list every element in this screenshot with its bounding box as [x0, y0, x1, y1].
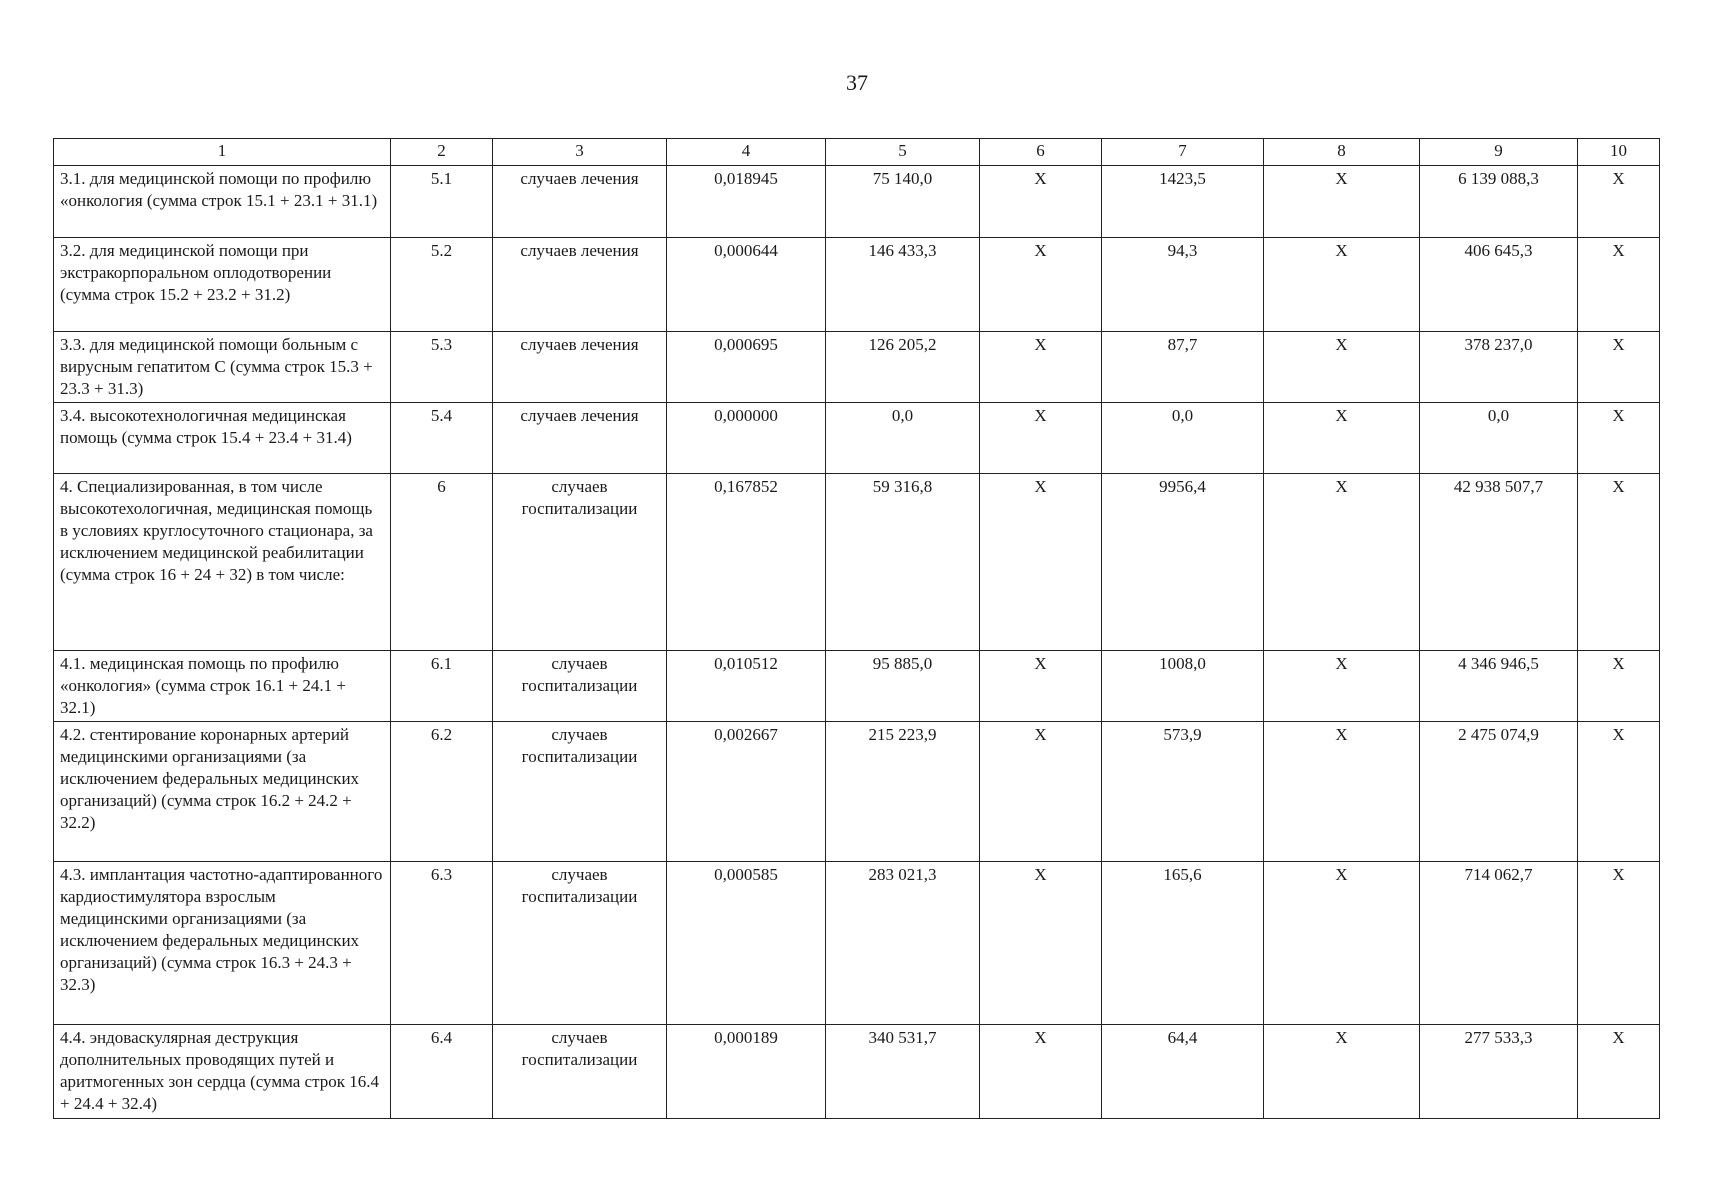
- column-header: 5: [826, 139, 980, 166]
- header-row: [54, 139, 1660, 166]
- row-number: 5.1: [391, 166, 493, 238]
- column-header: 9: [1420, 139, 1578, 166]
- row-number: 5.3: [391, 332, 493, 403]
- data-table: [53, 138, 1660, 1119]
- value-cell: 283 021,3: [826, 862, 980, 1025]
- value-cell: 0,0: [1102, 403, 1264, 474]
- value-cell: 0,018945: [667, 166, 826, 238]
- x-mark-cell: X: [1264, 403, 1420, 474]
- column-header: 10: [1578, 139, 1660, 166]
- x-mark-cell: X: [1264, 238, 1420, 332]
- value-cell: 714 062,7: [1420, 862, 1578, 1025]
- x-mark-cell: X: [980, 474, 1102, 651]
- table-row: [54, 862, 1660, 1025]
- value-cell: 0,002667: [667, 722, 826, 862]
- value-cell: 1008,0: [1102, 651, 1264, 722]
- value-cell: 2 475 074,9: [1420, 722, 1578, 862]
- value-cell: 0,0: [1420, 403, 1578, 474]
- x-mark-cell: X: [1264, 651, 1420, 722]
- row-description: 4.3. имплантация частотно-адаптированного кардиостимулятора взрослым медицинскими организациями (за исключением федеральных медицинских организаций) (сумма строк 16.3 + 24.3 + 32.3): [54, 862, 391, 1025]
- table-row: [54, 651, 1660, 722]
- unit-cell: случаев госпитализации: [493, 722, 667, 862]
- x-mark-cell: X: [1264, 1025, 1420, 1119]
- value-cell: 165,6: [1102, 862, 1264, 1025]
- row-description: 3.1. для медицинской помощи по профилю «онкология (сумма строк 15.1 + 23.1 + 31.1): [54, 166, 391, 238]
- value-cell: 406 645,3: [1420, 238, 1578, 332]
- value-cell: 573,9: [1102, 722, 1264, 862]
- table-row: [54, 474, 1660, 651]
- value-cell: 1423,5: [1102, 166, 1264, 238]
- x-mark-cell: X: [1578, 651, 1660, 722]
- row-number: 5.2: [391, 238, 493, 332]
- x-mark-cell: X: [1578, 332, 1660, 403]
- x-mark-cell: X: [1264, 166, 1420, 238]
- unit-cell: случаев госпитализации: [493, 862, 667, 1025]
- column-header: 8: [1264, 139, 1420, 166]
- column-header: 6: [980, 139, 1102, 166]
- x-mark-cell: X: [1578, 1025, 1660, 1119]
- x-mark-cell: X: [980, 651, 1102, 722]
- unit-cell: случаев лечения: [493, 332, 667, 403]
- unit-cell: случаев лечения: [493, 238, 667, 332]
- unit-cell: случаев госпитализации: [493, 1025, 667, 1119]
- value-cell: 0,010512: [667, 651, 826, 722]
- value-cell: 277 533,3: [1420, 1025, 1578, 1119]
- unit-cell: случаев лечения: [493, 403, 667, 474]
- column-header: 4: [667, 139, 826, 166]
- x-mark-cell: X: [1578, 862, 1660, 1025]
- value-cell: 9956,4: [1102, 474, 1264, 651]
- x-mark-cell: X: [1578, 238, 1660, 332]
- value-cell: 0,000189: [667, 1025, 826, 1119]
- row-number: 6.2: [391, 722, 493, 862]
- row-number: 6.3: [391, 862, 493, 1025]
- value-cell: 0,167852: [667, 474, 826, 651]
- value-cell: 146 433,3: [826, 238, 980, 332]
- value-cell: 75 140,0: [826, 166, 980, 238]
- row-number: 6: [391, 474, 493, 651]
- value-cell: 0,000585: [667, 862, 826, 1025]
- value-cell: 0,000000: [667, 403, 826, 474]
- row-number: 6.4: [391, 1025, 493, 1119]
- x-mark-cell: X: [980, 332, 1102, 403]
- value-cell: 87,7: [1102, 332, 1264, 403]
- row-description: 3.3. для медицинской помощи больным с вирусным гепатитом С (сумма строк 15.3 + 23.3 + 31.3): [54, 332, 391, 403]
- column-header: 3: [493, 139, 667, 166]
- value-cell: 6 139 088,3: [1420, 166, 1578, 238]
- unit-cell: случаев лечения: [493, 166, 667, 238]
- value-cell: 0,000644: [667, 238, 826, 332]
- row-description: 4.4. эндоваскулярная деструкция дополнительных проводящих путей и аритмогенных зон сердца (сумма строк 16.4 + 24.4 + 32.4): [54, 1025, 391, 1119]
- x-mark-cell: X: [980, 862, 1102, 1025]
- x-mark-cell: X: [1264, 332, 1420, 403]
- value-cell: 94,3: [1102, 238, 1264, 332]
- table-row: [54, 1025, 1660, 1119]
- column-header: 2: [391, 139, 493, 166]
- x-mark-cell: X: [980, 238, 1102, 332]
- x-mark-cell: X: [1578, 166, 1660, 238]
- value-cell: 0,0: [826, 403, 980, 474]
- value-cell: 64,4: [1102, 1025, 1264, 1119]
- value-cell: 0,000695: [667, 332, 826, 403]
- x-mark-cell: X: [1578, 474, 1660, 651]
- unit-cell: случаев госпитализации: [493, 651, 667, 722]
- table-row: [54, 403, 1660, 474]
- table-row: [54, 166, 1660, 238]
- x-mark-cell: X: [1264, 474, 1420, 651]
- value-cell: 126 205,2: [826, 332, 980, 403]
- table-row: [54, 722, 1660, 862]
- row-description: 4. Специализированная, в том числе высокотехологичная, медицинская помощь в условиях круглосуточного стационара, за исключением медицинской реабилитации (сумма строк 16 + 24 + 32) в том числе:: [54, 474, 391, 651]
- value-cell: 215 223,9: [826, 722, 980, 862]
- row-description: 3.2. для медицинской помощи при экстракорпоральном оплодотворении (сумма строк 15.2 + 23.2 + 31.2): [54, 238, 391, 332]
- row-description: 4.2. стентирование коронарных артерий медицинскими организациями (за исключением федеральных медицинских организаций) (сумма строк 16.2 + 24.2 + 32.2): [54, 722, 391, 862]
- unit-cell: случаев госпитализации: [493, 474, 667, 651]
- value-cell: 378 237,0: [1420, 332, 1578, 403]
- row-number: 6.1: [391, 651, 493, 722]
- value-cell: 42 938 507,7: [1420, 474, 1578, 651]
- row-number: 5.4: [391, 403, 493, 474]
- row-description: 3.4. высокотехнологичная медицинская помощь (сумма строк 15.4 + 23.4 + 31.4): [54, 403, 391, 474]
- column-header: 7: [1102, 139, 1264, 166]
- x-mark-cell: X: [980, 1025, 1102, 1119]
- x-mark-cell: X: [980, 166, 1102, 238]
- value-cell: 95 885,0: [826, 651, 980, 722]
- x-mark-cell: X: [980, 722, 1102, 862]
- x-mark-cell: X: [1264, 722, 1420, 862]
- x-mark-cell: X: [980, 403, 1102, 474]
- page-number: 37: [846, 70, 868, 95]
- table-row: [54, 238, 1660, 332]
- row-description: 4.1. медицинская помощь по профилю «онкология» (сумма строк 16.1 + 24.1 + 32.1): [54, 651, 391, 722]
- table-row: [54, 332, 1660, 403]
- x-mark-cell: X: [1578, 403, 1660, 474]
- value-cell: 340 531,7: [826, 1025, 980, 1119]
- value-cell: 59 316,8: [826, 474, 980, 651]
- column-header: 1: [54, 139, 391, 166]
- x-mark-cell: X: [1264, 862, 1420, 1025]
- x-mark-cell: X: [1578, 722, 1660, 862]
- value-cell: 4 346 946,5: [1420, 651, 1578, 722]
